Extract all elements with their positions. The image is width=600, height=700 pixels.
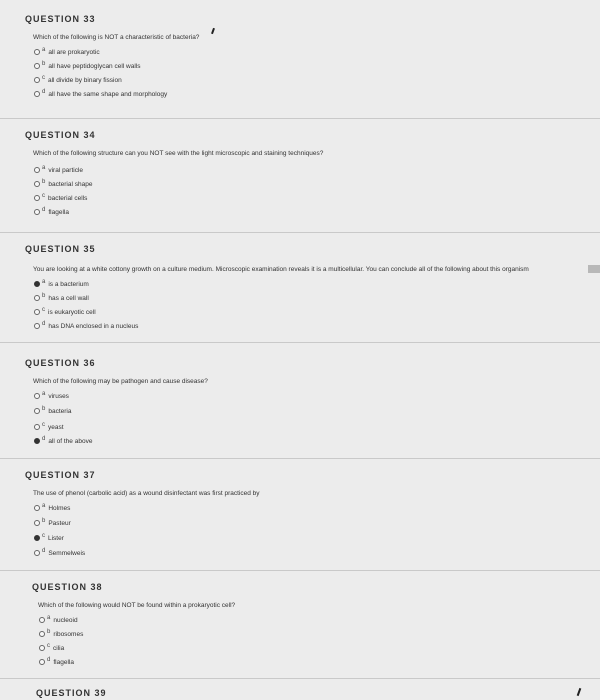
scroll-edge <box>588 265 600 273</box>
option-letter: c <box>42 533 45 539</box>
option-text: nucleoid <box>53 616 78 624</box>
option-letter: c <box>47 643 50 649</box>
question-prompt: You are looking at a white cottony growth on a culture medium. Microscopic examination reveals it is a multicellular. You can conclude all of the following about this organism <box>33 266 529 273</box>
option-letter: a <box>42 391 46 397</box>
radio-button[interactable] <box>34 505 40 511</box>
option-text: flagella <box>53 658 74 666</box>
option-letter: d <box>42 436 46 442</box>
divider <box>0 232 600 233</box>
option-c[interactable] <box>34 306 96 318</box>
option-c[interactable] <box>34 74 122 86</box>
option-c[interactable] <box>34 532 64 544</box>
question-prompt: Which of the following is NOT a characteristic of bacteria? <box>33 34 200 41</box>
option-text: all have the same shape and morphology <box>48 90 168 98</box>
option-d[interactable] <box>39 656 74 668</box>
divider <box>0 678 600 679</box>
option-b[interactable] <box>39 628 83 640</box>
option-c[interactable] <box>34 421 64 433</box>
question-prompt: Which of the following would NOT be found within a prokaryotic cell? <box>38 602 236 609</box>
question-header: QUESTION 35 <box>25 244 96 254</box>
option-text: viruses <box>48 392 69 400</box>
radio-button[interactable] <box>34 408 40 414</box>
option-text: Lister <box>48 534 64 542</box>
option-letter: a <box>47 615 51 621</box>
radio-button[interactable] <box>34 424 40 430</box>
radio-button[interactable] <box>39 659 45 665</box>
option-letter: d <box>47 657 51 663</box>
radio-button[interactable] <box>34 167 40 173</box>
option-b[interactable] <box>34 292 89 304</box>
question-header: QUESTION 33 <box>25 14 96 24</box>
divider <box>0 118 600 119</box>
option-letter: c <box>42 422 45 428</box>
option-text: all have peptidoglycan cell walls <box>48 62 141 70</box>
radio-button[interactable] <box>34 393 40 399</box>
option-letter: a <box>42 165 46 171</box>
option-b[interactable] <box>34 405 71 417</box>
radio-button[interactable] <box>39 631 45 637</box>
option-text: all are prokaryotic <box>48 48 100 56</box>
option-d[interactable] <box>34 88 167 100</box>
radio-button[interactable] <box>34 520 40 526</box>
question-prompt: Which of the following structure can you NOT see with the light microscopic and staining techniques? <box>33 150 324 157</box>
option-letter: a <box>42 503 46 509</box>
option-letter: b <box>42 179 46 185</box>
question-prompt: Which of the following may be pathogen and cause disease? <box>33 378 208 385</box>
radio-button[interactable] <box>34 181 40 187</box>
divider <box>0 342 600 343</box>
option-letter: a <box>42 47 46 53</box>
option-text: all of the above <box>48 437 93 445</box>
option-letter: b <box>42 406 46 412</box>
option-text: bacteria <box>48 407 72 415</box>
option-text: has a cell wall <box>48 294 89 302</box>
option-letter: a <box>42 279 46 285</box>
radio-button-selected[interactable] <box>34 535 40 541</box>
option-a[interactable] <box>34 390 69 402</box>
radio-button[interactable] <box>34 209 40 215</box>
radio-button[interactable] <box>34 77 40 83</box>
pen-mark <box>577 688 582 696</box>
option-letter: c <box>42 307 45 313</box>
question-prompt: The use of phenol (carbolic acid) as a wound disinfectant was first practiced by <box>33 490 260 497</box>
radio-button[interactable] <box>39 645 45 651</box>
option-text: viral particle <box>48 166 84 174</box>
option-text: has DNA enclosed in a nucleus <box>48 322 139 330</box>
option-text: flagella <box>48 208 69 216</box>
option-text: all divide by binary fission <box>48 76 122 84</box>
option-a[interactable] <box>34 502 70 514</box>
option-d[interactable] <box>34 547 85 559</box>
option-d[interactable] <box>34 435 92 447</box>
option-a[interactable] <box>34 278 89 290</box>
option-text: Holmes <box>48 504 71 512</box>
option-b[interactable] <box>34 60 140 72</box>
option-letter: b <box>42 293 46 299</box>
option-text: Semmelweis <box>48 549 86 557</box>
divider <box>0 570 600 571</box>
option-letter: d <box>42 548 46 554</box>
radio-button[interactable] <box>34 550 40 556</box>
option-letter: d <box>42 207 46 213</box>
option-d[interactable] <box>34 206 69 218</box>
option-text: is a bacterium <box>48 280 89 288</box>
option-b[interactable] <box>34 517 71 529</box>
option-letter: d <box>42 89 46 95</box>
radio-button[interactable] <box>34 91 40 97</box>
option-a[interactable] <box>39 614 78 626</box>
radio-button[interactable] <box>34 63 40 69</box>
radio-button[interactable] <box>34 323 40 329</box>
option-text: yeast <box>48 423 64 431</box>
radio-button-selected[interactable] <box>34 438 40 444</box>
pen-mark <box>211 28 215 34</box>
option-b[interactable] <box>34 178 92 190</box>
option-a[interactable] <box>34 46 100 58</box>
option-letter: c <box>42 193 45 199</box>
question-header: QUESTION 38 <box>32 582 103 592</box>
question-header: QUESTION 37 <box>25 470 96 480</box>
question-header: QUESTION 39 <box>36 688 107 698</box>
option-letter: d <box>42 321 46 327</box>
radio-button[interactable] <box>34 309 40 315</box>
radio-button[interactable] <box>34 49 40 55</box>
option-letter: b <box>42 61 46 67</box>
option-c[interactable] <box>39 642 64 654</box>
option-d[interactable] <box>34 320 138 332</box>
question-header: QUESTION 34 <box>25 130 96 140</box>
radio-button[interactable] <box>39 617 45 623</box>
divider <box>0 458 600 459</box>
option-text: is eukaryotic cell <box>48 308 96 316</box>
radio-button[interactable] <box>34 295 40 301</box>
radio-button[interactable] <box>34 195 40 201</box>
option-text: bacterial cells <box>48 194 88 202</box>
option-letter: c <box>42 75 45 81</box>
option-text: ribosomes <box>53 630 84 638</box>
option-letter: b <box>47 629 51 635</box>
option-a[interactable] <box>34 164 83 176</box>
option-c[interactable] <box>34 192 87 204</box>
option-text: cilia <box>53 644 65 652</box>
radio-button-selected[interactable] <box>34 281 40 287</box>
option-text: Pasteur <box>48 519 71 527</box>
option-text: bacterial shape <box>48 180 93 188</box>
option-letter: b <box>42 518 46 524</box>
question-header: QUESTION 36 <box>25 358 96 368</box>
